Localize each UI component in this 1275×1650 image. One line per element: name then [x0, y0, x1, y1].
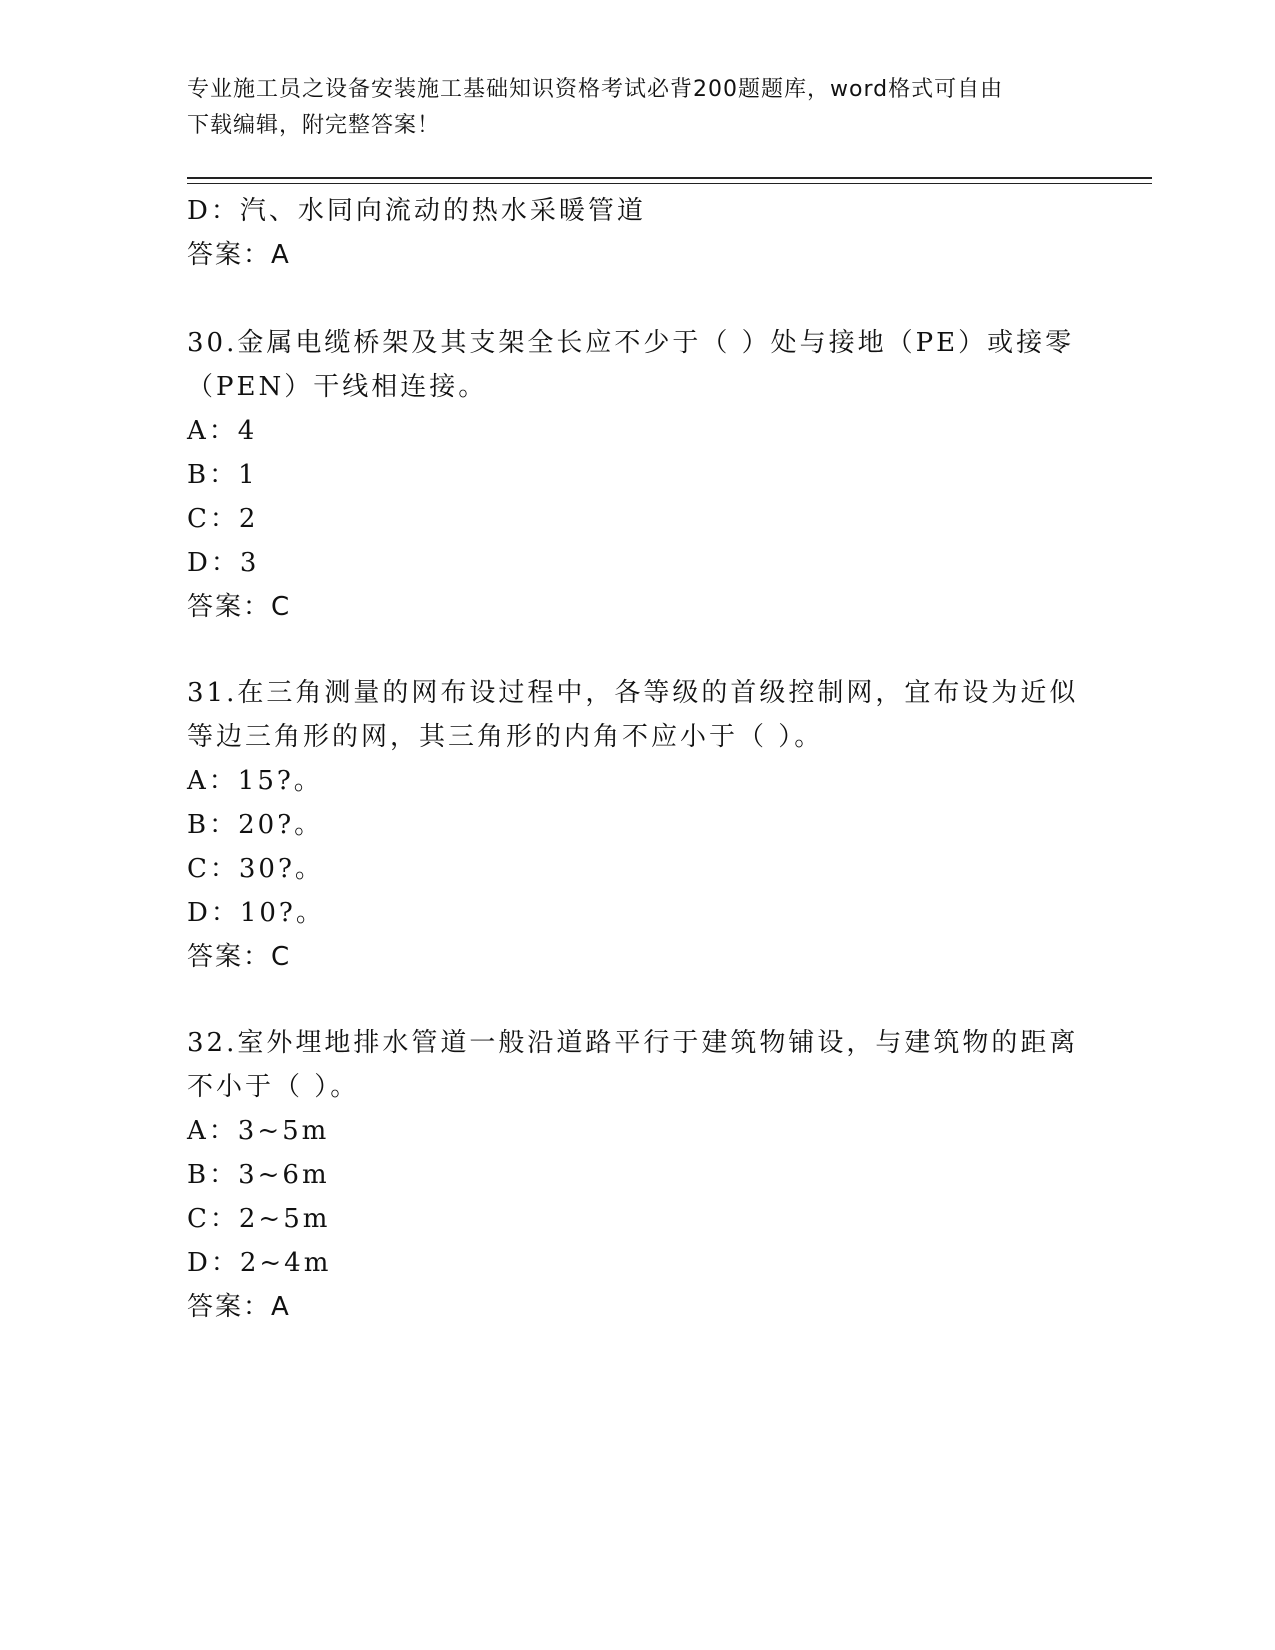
q29-option-d: D：汽、水同向流动的热水采暖管道	[187, 196, 646, 226]
q31-option-b: B：20?。	[187, 810, 324, 840]
header-rule-thick	[187, 177, 1152, 179]
q30-stem-line-2: （PEN）干线相连接。	[187, 372, 488, 402]
q30-stem-line-1: 30.金属电缆桥架及其支架全长应不少于（ ）处与接地（PE）或接零	[187, 328, 1075, 358]
q31-stem-line-2: 等边三角形的网，其三角形的内角不应小于（ ）。	[187, 722, 824, 752]
header-line-1: 专业施工员之设备安装施工基础知识资格考试必背200题题库，word格式可自由	[187, 77, 1004, 102]
q31-stem-line-1: 31.在三角测量的网布设过程中，各等级的首级控制网，宜布设为近似	[187, 678, 1079, 708]
q30-option-a: A：4	[187, 416, 258, 446]
header-rule-thin	[187, 183, 1152, 184]
page-header	[187, 72, 1087, 144]
q32-option-c: C：2~5m	[187, 1204, 331, 1234]
q32-option-a: A：3~5m	[187, 1116, 330, 1146]
header-line-2: 下载编辑，附完整答案！	[187, 113, 441, 138]
q32-stem-line-1: 32.室外埋地排水管道一般沿道路平行于建筑物铺设，与建筑物的距离	[187, 1028, 1079, 1058]
q31-answer: 答案：C	[187, 942, 292, 972]
q30-option-b: B：1	[187, 460, 258, 490]
q32-option-b: B：3~6m	[187, 1160, 330, 1190]
q31-option-d: D：10?。	[187, 898, 325, 928]
q30-option-d: D：3	[187, 548, 260, 578]
q32-option-d: D：2~4m	[187, 1248, 332, 1278]
q31-option-c: C：30?。	[187, 854, 324, 884]
q30-answer: 答案：C	[187, 592, 292, 622]
q32-stem-line-2: 不小于（ ）。	[187, 1072, 360, 1102]
q31-option-a: A：15?。	[187, 766, 323, 796]
q30-option-c: C：2	[187, 504, 259, 534]
q29-answer: 答案：A	[187, 240, 291, 270]
q32-answer: 答案：A	[187, 1292, 291, 1322]
